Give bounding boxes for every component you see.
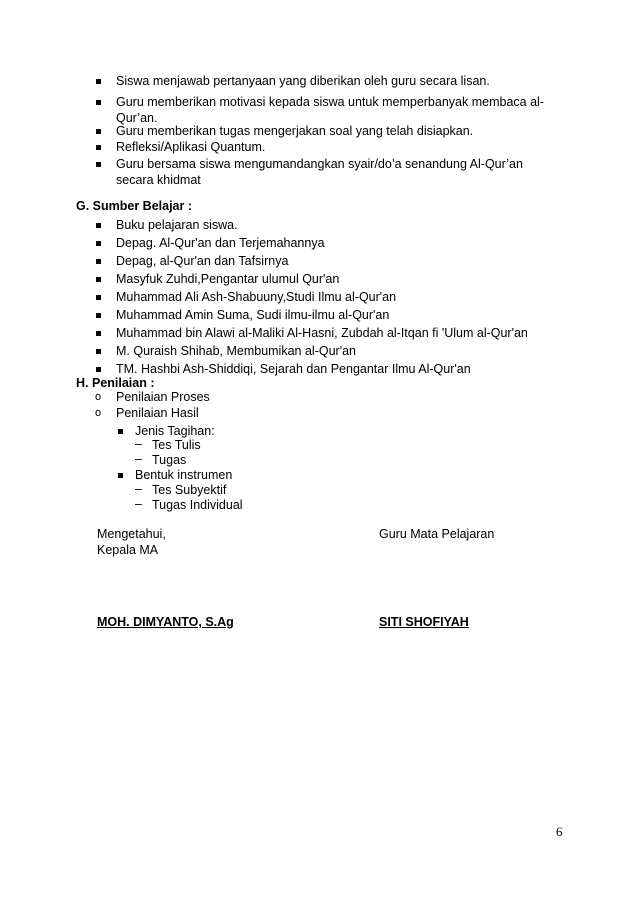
- list-item: TM. Hashbi Ash-Shiddiqi, Sejarah dan Pengantar Ilmu Al-Qur'an: [116, 362, 471, 376]
- list-item: M. Quraish Shihab, Membumikan al-Qur'an: [116, 344, 356, 358]
- list-item: Buku pelajaran siswa.: [116, 218, 238, 232]
- list-item: Penilaian Hasil: [116, 406, 199, 420]
- bullet-square-icon: [96, 259, 101, 264]
- list-item: Muhammad bin Alawi al-Maliki Al-Hasni, Zubdah al-Itqan fi 'Ulum al-Qur'an: [116, 326, 528, 340]
- list-item: Depag, al-Qur'an dan Tafsirnya: [116, 254, 289, 268]
- bullet-dash-icon: –: [135, 497, 142, 511]
- list-item: Bentuk instrumen: [135, 468, 233, 482]
- bullet-square-icon: [96, 241, 101, 246]
- list-item: Muhammad Ali Ash-Shabuuny,Studi Ilmu al-Qur'an: [116, 290, 397, 304]
- bullet-dash-icon: –: [135, 482, 142, 496]
- list-item-continuation: secara khidmat: [116, 173, 201, 187]
- bullet-square-icon: [96, 100, 101, 105]
- list-item: Masyfuk Zuhdi,Pengantar ulumul Qur'an: [116, 272, 340, 286]
- list-item: Muhammad Amin Suma, Sudi ilmu-ilmu al-Qur'an: [116, 308, 390, 322]
- bullet-square-icon: [96, 295, 101, 300]
- list-item: Tugas Individual: [152, 498, 243, 512]
- bullet-dash-icon: –: [135, 437, 142, 451]
- bullet-square-icon: [96, 79, 101, 84]
- bullet-circle-icon: o: [95, 391, 102, 403]
- list-item: Guru memberikan motivasi kepada siswa untuk memperbanyak membaca al-: [116, 95, 544, 109]
- bullet-square-icon: [96, 129, 101, 134]
- page-number: 6: [556, 824, 563, 839]
- bullet-square-icon: [96, 313, 101, 318]
- signature-left-name: MOH. DIMYANTO, S.Ag: [97, 615, 234, 629]
- list-item: Tes Subyektif: [152, 483, 227, 497]
- signature-right-name: SITI SHOFIYAH: [379, 615, 469, 629]
- bullet-square-icon: [96, 223, 101, 228]
- list-item: Tes Tulis: [152, 438, 201, 452]
- list-item: Guru bersama siswa mengumandangkan syair/do’a senandung Al-Qur’an: [116, 157, 523, 171]
- section-heading-sumber-belajar: G. Sumber Belajar :: [76, 199, 193, 213]
- signature-right-line1: Guru Mata Pelajaran: [379, 527, 495, 541]
- list-item: Tugas: [152, 453, 187, 467]
- bullet-dash-icon: –: [135, 452, 142, 466]
- list-item: Penilaian Proses: [116, 390, 210, 404]
- list-item-continuation: Qur’an.: [116, 111, 158, 125]
- list-item: Jenis Tagihan:: [135, 424, 215, 438]
- bullet-square-icon: [96, 349, 101, 354]
- list-item: Refleksi/Aplikasi Quantum.: [116, 140, 266, 154]
- bullet-square-icon: [96, 145, 101, 150]
- signature-left-line2: Kepala MA: [97, 543, 159, 557]
- bullet-square-icon: [118, 473, 123, 478]
- bullet-square-icon: [96, 162, 101, 167]
- bullet-square-icon: [96, 331, 101, 336]
- list-item: Siswa menjawab pertanyaan yang diberikan oleh guru secara lisan.: [116, 74, 490, 88]
- section-heading-penilaian: H. Penilaian :: [76, 376, 155, 390]
- list-item: Depag. Al-Qur'an dan Terjemahannya: [116, 236, 325, 250]
- bullet-square-icon: [118, 429, 123, 434]
- bullet-square-icon: [96, 367, 101, 372]
- signature-left-line1: Mengetahui,: [97, 527, 166, 541]
- bullet-circle-icon: o: [95, 407, 102, 419]
- bullet-square-icon: [96, 277, 101, 282]
- list-item: Guru memberikan tugas mengerjakan soal yang telah disiapkan.: [116, 124, 474, 138]
